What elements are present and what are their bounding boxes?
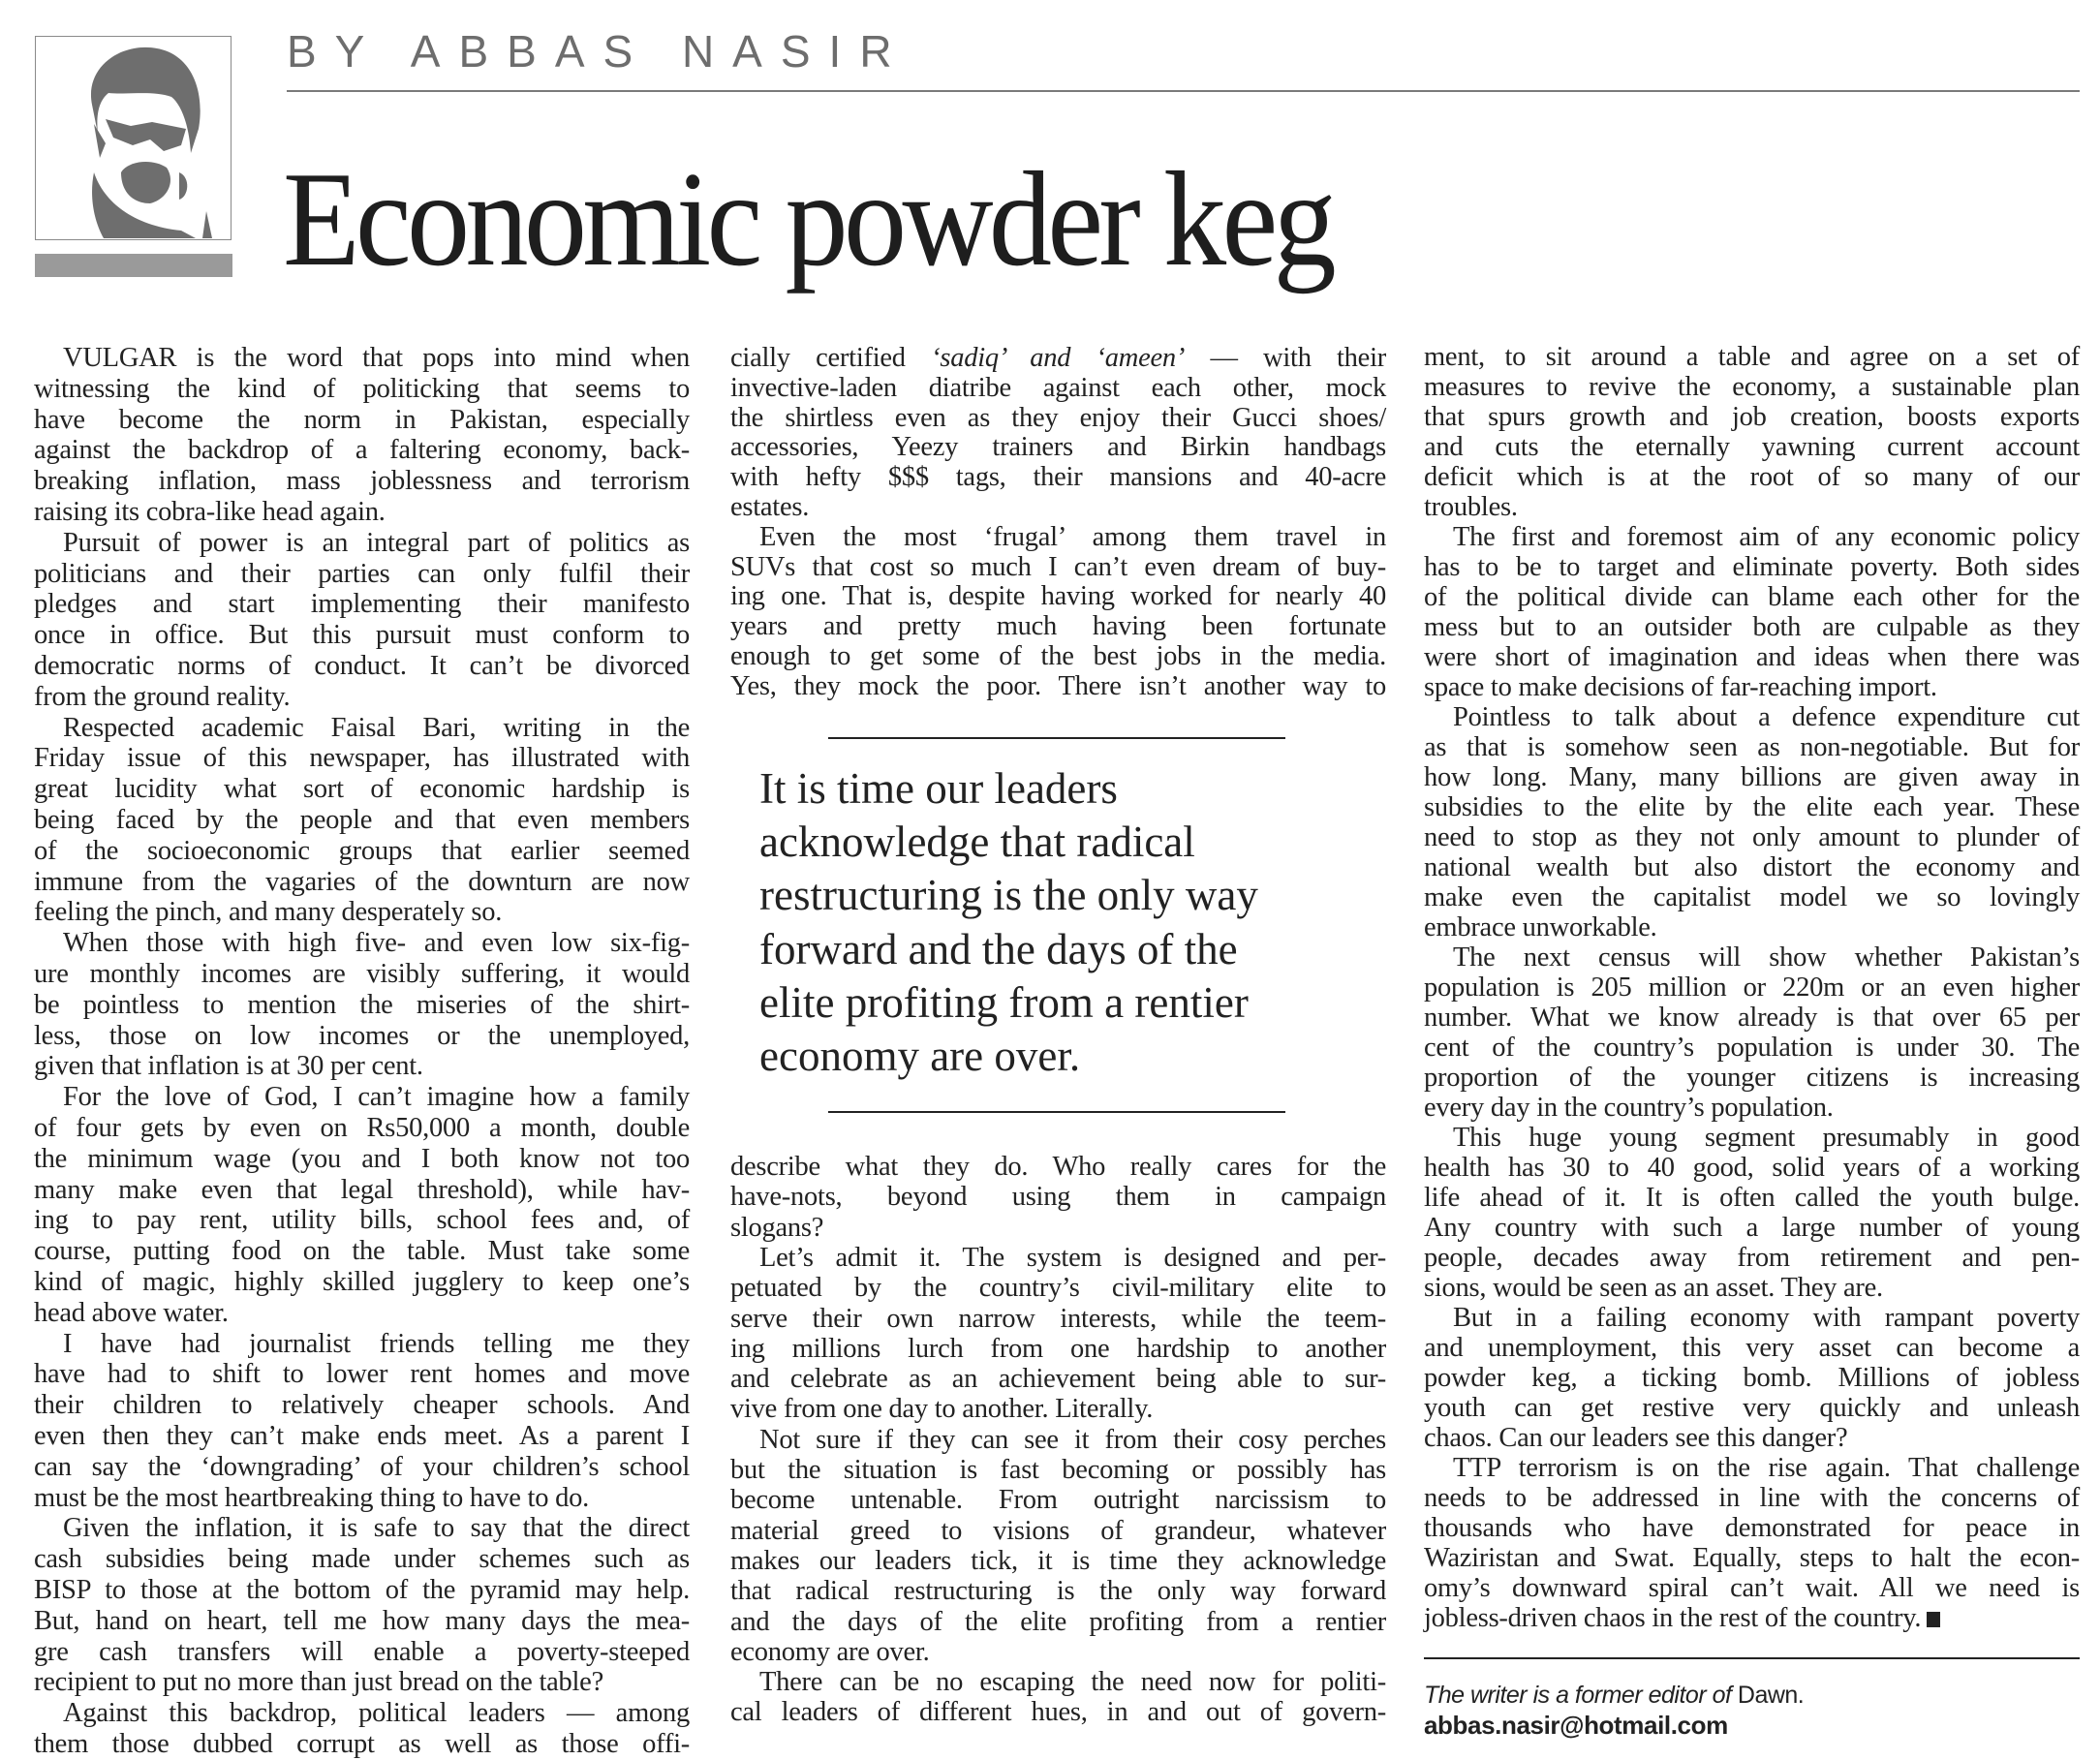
text-line [1424,1183,2080,1214]
text-line-content: omy’s downward spiral can’t wait. All we need is [1424,1573,2080,1603]
text-line-content: even then they can’t make ends meet. As a parent I [34,1421,690,1451]
text-line-content: immune from the vagaries of the downturn are now [34,866,690,897]
text-line [34,743,690,774]
text-line-content: ure monthly incomes are visibly suffering, it would [34,959,690,989]
text-line-content: recipient to put no more than just bread on the table? [34,1667,603,1698]
italic-phrase: ‘sadiq’ and ‘ameen’ [931,343,1186,373]
text-line-content: life ahead of it. It is often called the youth bulge. [1424,1183,2080,1213]
text-line [34,1575,690,1606]
text-line [34,1144,690,1175]
text-line-content: kind of magic, highly skilled jugglery to keep one’s [34,1267,690,1297]
text-line [1424,612,2080,643]
text-line-content: For the love of God, I can’t imagine how a family [63,1082,690,1113]
text-line-content: how long. Many, many billions are given away in [1424,762,2080,792]
text-line [34,1729,690,1760]
text-line [1424,1393,2080,1424]
text-line [730,1334,1386,1365]
text-line [34,1606,690,1637]
text-line [730,1667,1386,1698]
text-line-content: Even the most ‘frugal’ among them travel in [759,521,1386,552]
text-line [34,1544,690,1575]
text-line-content: estates. [730,492,810,522]
text-line [34,620,690,651]
text-line-content: deficit which is at the root of so many of our [1424,462,2080,492]
text-line [34,1359,690,1390]
text-line-content: but the situation is fast becoming or possibly has [730,1455,1386,1485]
text-line [1424,642,2080,673]
text-line-content: people, decades away from retirement and pen- [1424,1243,2080,1273]
text-line-content: become untenable. From outright narcissism to [730,1485,1386,1516]
text-line-content: powder keg, a ticking bomb. Millions of jobless [1424,1363,2080,1393]
pullquote-line: It is time our leaders [759,764,1118,813]
text-line [34,435,690,466]
text-line [34,1483,690,1514]
text-line-content: I have had journalist friends telling me they [63,1328,690,1359]
text-line [1424,702,2080,733]
text-line [34,1390,690,1421]
text-line-content: youth can get restive very quickly and unleash [1424,1393,2080,1423]
text-line [34,1637,690,1668]
pullquote-line: elite profiting from a rentier [759,977,1249,1027]
text-line-content: Yes, they mock the poor. There isn’t another way to [730,670,1386,701]
text-line [730,1697,1386,1728]
author-photo [35,36,232,240]
text-line [1424,1303,2080,1334]
text-line: cially certified ‘sadiq’ and ‘ameen’ — with their [730,343,1386,373]
text-line-content: have-nots, beyond using them in campaign [730,1182,1386,1213]
text-line-content: ing one. That is, despite having worked for nearly 40 [730,581,1386,612]
text-line-content: course, putting food on the table. Must take some [34,1236,690,1267]
text-line [1424,342,2080,373]
text-line-content: politicians and their parties can only fulfil their [34,558,690,589]
text-line [34,651,690,682]
text-line-content: of four gets by even on Rs50,000 a month, double [34,1113,690,1143]
text-line [730,403,1386,434]
text-line-content: Pointless to talk about a defence expenditure cut [1453,702,2080,732]
text-line [34,466,690,497]
text-line [1424,1243,2080,1274]
text-line [730,1485,1386,1516]
text-line-content: gre cash transfers will enable a poverty-steeped [34,1636,690,1667]
text-line [1424,1513,2080,1544]
text-line [34,774,690,805]
text-line-content: cent of the country’s population is under 30. The [1424,1033,2080,1063]
text-line-content: many make even that legal threshold), while hav- [34,1174,690,1205]
text-line [1424,973,2080,1004]
text-line-content: Let’s admit it. The system is designed and per- [759,1242,1386,1273]
text-line-content: witnessing the kind of politicking that seems to [34,373,690,404]
text-line-content: once in office. But this pursuit must conform to [34,620,690,651]
text-line [34,1298,690,1329]
text-line [730,1637,1386,1668]
text-line-content: given that inflation is at 30 per cent. [34,1051,423,1082]
text-line [1424,1573,2080,1604]
text-line-content: SUVs that cost so much I can’t even dream of buy- [730,551,1386,582]
text-line [1424,672,2080,703]
text-line [1424,462,2080,493]
text-line-content: and cuts the eternally yawning current account [1424,432,2080,462]
text-line [1424,1033,2080,1064]
text-line [1424,1003,2080,1034]
text-line [34,713,690,744]
pullquote-top-rule [828,737,1285,739]
text-line-content: Respected academic Faisal Bari, writing in the [63,712,690,743]
text-line-content: There can be no escaping the need now for politi- [759,1667,1386,1698]
text-line-content: enough to get some of the best jobs in the media. [730,641,1386,671]
text-line [730,1576,1386,1607]
text-line-content: their children to relatively cheaper schools. And [34,1390,690,1421]
author-portrait-icon [36,37,230,238]
text-line-content: Friday issue of this newspaper, has illustrated with [34,743,690,774]
text-line [1424,882,2080,913]
text-line-content: must be the most heartbreaking thing to have to do. [34,1482,589,1513]
text-line-content: Against this backdrop, political leaders — among [63,1698,690,1729]
text-line-content: health has 30 to 40 good, solid years of a working [1424,1153,2080,1183]
text-line-content: TTP terrorism is on the rise again. That challenge [1453,1453,2080,1483]
text-line [730,1152,1386,1183]
text-line [34,1236,690,1267]
text-line-content: mess but to an outsider both are culpable as they [1424,612,2080,642]
text-line [34,1082,690,1113]
text-line-content: cal leaders of different hues, in and out of govern- [730,1697,1386,1728]
text-line [1424,1603,2080,1634]
text-line-content: cash subsidies being made under schemes such as [34,1544,690,1575]
text-line-content: The next census will show whether Pakistan’s [1453,942,2080,973]
text-line [730,1182,1386,1213]
text-line [34,682,690,713]
text-line-content: Any country with such a large number of young [1424,1213,2080,1243]
text-line-content: and the days of the elite profiting from a rentier [730,1606,1386,1637]
text-line-content: But, hand on heart, tell me how many days the mea- [34,1605,690,1636]
text-line-content: were short of imagination and ideas when there was [1424,642,2080,672]
text-line-content: great lucidity what sort of economic hardship is [34,774,690,805]
text-line [34,497,690,528]
text-line-content: breaking inflation, mass joblessness and terrorism [34,466,690,497]
text-line [1424,1153,2080,1184]
text-line-content: Not sure if they can see it from their cosy perches [759,1424,1386,1455]
text-line [1424,822,2080,853]
text-line-content: as that is somehow seen as non-negotiable. But for [1424,732,2080,762]
text-line [730,641,1386,672]
text-line-content: troubles. [1424,492,1518,522]
text-line-content: from the ground reality. [34,681,291,712]
text-line [730,492,1386,523]
byline: BY ABBAS NASIR [287,26,911,77]
text-line [34,589,690,620]
text-line [34,343,690,374]
text-line [730,1546,1386,1577]
text-line [730,522,1386,553]
text-line-content: Given the inflation, it is safe to say that the direct [63,1513,690,1544]
author-note [1424,1682,1804,1710]
text-line-content: serve their own narrow interests, while the teem- [730,1303,1386,1334]
text-line [730,1516,1386,1547]
text-line-content: jobless-driven chaos in the rest of the country. [1424,1603,1922,1633]
text-line [1424,1363,2080,1394]
text-line-content: When those with high five- and even low six-fig- [63,928,690,959]
text-line-content: with hefty $$$ tags, their mansions and 40-acre [730,462,1386,493]
text-line [34,928,690,959]
text-line-content: invective-laden diatribe against each other, mock [730,372,1386,403]
text-line-content: have become the norm in Pakistan, especially [34,404,690,435]
text-line-content: measures to revive the economy, a sustainable plan [1424,372,2080,402]
text-line [34,867,690,898]
headline: Economic powder keg [283,144,1333,294]
author-email[interactable]: abbas.nasir@hotmail.com [1424,1711,1728,1740]
text-line [1424,1063,2080,1094]
text-line-content: sions, would be seen as an asset. They are. [1424,1273,1883,1303]
text-line-content: accessories, Yeezy trainers and Birkin handbags [730,432,1386,463]
text-line-content: can say the ‘downgrading’ of your children’s school [34,1451,690,1482]
text-line-content: ing to pay rent, utility bills, school fees and, of [34,1205,690,1236]
text-line-content: of the socioeconomic groups that earlier seemed [34,835,690,866]
text-line [1424,942,2080,973]
text-line [1424,792,2080,823]
text-line [1424,402,2080,433]
pullquote-bottom-rule [828,1111,1285,1113]
text-line-content: and unemployment, this very asset can become a [1424,1333,2080,1363]
text-line-content: The first and foremost aim of any economic policy [1453,522,2080,552]
text-line-content: make even the capitalist model we so lovingly [1424,882,2080,912]
text-line [1424,1093,2080,1124]
text-line-content: describe what they do. Who really cares for the [730,1152,1386,1182]
text-line-content: subsidies to the elite by the elite each year. These [1424,792,2080,822]
text-line [34,1329,690,1360]
text-line [1424,1333,2080,1364]
text-line [1424,762,2080,793]
text-line [34,1421,690,1452]
text-line [34,897,690,928]
text-line [1424,432,2080,463]
text-line [730,462,1386,493]
text-line [730,1243,1386,1274]
text-line-content: thousands who have demonstrated for peace in [1424,1513,2080,1543]
text-line-content: chaos. Can our leaders see this danger? [1424,1423,1848,1453]
photo-caption-bar [35,254,232,277]
text-line [34,990,690,1021]
text-line-content: every day in the country’s population. [1424,1093,1834,1123]
text-line [730,581,1386,612]
text-line-content: number. What we know already is that over 65 per [1424,1003,2080,1033]
text-line-content: population is 205 million or 220m or an even higher [1424,973,2080,1003]
text-line [1424,1123,2080,1154]
pullquote-line: economy are over. [759,1032,1081,1080]
text-line [1424,1453,2080,1484]
text-line-content: space to make decisions of far-reaching import. [1424,672,1937,702]
text-line-content: that spurs growth and job creation, boosts exports [1424,402,2080,432]
text-line [1424,1483,2080,1514]
text-line [1424,1423,2080,1454]
text-line [730,671,1386,702]
pullquote-line: forward and the days of the [759,924,1238,973]
author-note-text: The writer is a former editor of [1424,1682,1732,1709]
text-line [34,1175,690,1206]
text-line-content: petuated by the country’s civil-military elite to [730,1273,1386,1304]
text-line-content: head above water. [34,1297,229,1328]
text-line-content: that radical restructuring is the only way forward [730,1576,1386,1607]
text-line [1424,552,2080,583]
text-line-content: But in a failing economy with rampant poverty [1453,1303,2080,1333]
text-line [34,1113,690,1144]
text-line [1424,1273,2080,1304]
text-line [730,611,1386,642]
text-line [730,1394,1386,1425]
text-line [34,559,690,590]
text-line [34,1267,690,1298]
text-line-content: material greed to visions of grandeur, whatever [730,1515,1386,1546]
text-line-content: BISP to those at the bottom of the pyramid may help. [34,1575,690,1605]
text-line-content: ment, to sit around a table and agree on a set of [1424,342,2080,372]
text-line [730,1455,1386,1486]
text-line [34,959,690,990]
text-line [1424,852,2080,883]
text-line-content: has to be to target and eliminate poverty. Both sides [1424,552,2080,582]
text-line-content: of the political divide can blame each other for the [1424,582,2080,612]
text-line-content: national wealth but also distort the economy and [1424,852,2080,882]
text-line-content: years and pretty much having been fortunate [730,611,1386,642]
text-line [34,805,690,836]
text-line-content: raising its cobra-like head again. [34,497,386,527]
text-line-content: makes our leaders tick, it is time they acknowledge [730,1545,1386,1576]
text-line-content: democratic norms of conduct. It can’t be divorced [34,651,690,681]
text-line [730,1607,1386,1638]
text-line [34,374,690,405]
byline-divider [287,90,2080,92]
text-line-content: the shirtless even as they enjoy their Gucci shoes/ [730,402,1386,433]
text-line [730,1425,1386,1456]
text-line-content: Waziristan and Swat. Equally, steps to halt the econ- [1424,1543,2080,1573]
text-line [34,1021,690,1052]
pullquote-line: acknowledge that radical [759,818,1195,867]
text-line-content: economy are over. [730,1636,930,1667]
text-line-content: less, those on low incomes or the unemployed, [34,1020,690,1051]
text-line-content: the minimum wage (you and I both know not too [34,1143,690,1174]
text-line [34,1205,690,1236]
text-line-content: proportion of the younger citizens is increasing [1424,1063,2080,1093]
text-line [34,528,690,559]
text-line-content: be pointless to mention the miseries of the shirt- [34,989,690,1020]
text-line-content: This huge young segment presumably in good [1453,1123,2080,1153]
text-line [730,1364,1386,1395]
text-line-content: feeling the pinch, and many desperately so. [34,897,503,928]
text-line-content: Pursuit of power is an integral part of politics as [63,527,690,558]
text-line-content: being faced by the people and that even members [34,805,690,835]
text-line [34,1513,690,1544]
text-line-content: pledges and start implementing their manifesto [34,589,690,620]
text-line-content: vive from one day to another. Literally. [730,1394,1154,1425]
text-line [34,1698,690,1729]
text-line [730,432,1386,463]
text-line-content: VULGAR is the word that pops into mind when [63,343,690,373]
text-line [34,1452,690,1483]
text-line-content: needs to be addressed in line with the concerns of [1424,1483,2080,1513]
text-line [34,405,690,436]
text-line-content: against the backdrop of a faltering economy, back- [34,435,690,466]
text-line [730,1213,1386,1244]
publication-name: Dawn. [1737,1682,1805,1709]
text-line [1424,522,2080,553]
text-line [34,1667,690,1698]
end-of-article-icon [1927,1612,1940,1627]
text-line [1424,492,2080,523]
text-line [34,1051,690,1082]
pullquote-line: restructuring is the only way [759,871,1258,920]
text-line-content: have had to shift to lower rent homes and move [34,1359,690,1390]
text-line-content: them those dubbed corrupt as well as those offi- [34,1729,690,1759]
text-line [1424,582,2080,613]
text-line [1424,1543,2080,1574]
text-line [34,836,690,867]
text-line [1424,372,2080,403]
text-line [1424,912,2080,943]
text-line-content: slogans? [730,1212,824,1243]
text-line-content: and celebrate as an achievement being able to sur- [730,1364,1386,1395]
text-line-content: need to stop as they not only amount to plunder of [1424,822,2080,852]
text-line-content: ing millions lurch from one hardship to another [730,1333,1386,1364]
text-line-content: embrace unworkable. [1424,912,1657,942]
text-line [730,1273,1386,1304]
text-line [730,552,1386,583]
footer-divider [1424,1657,2080,1659]
text-line [1424,1213,2080,1244]
text-line [1424,732,2080,763]
text-line [730,373,1386,404]
text-line [730,1304,1386,1335]
